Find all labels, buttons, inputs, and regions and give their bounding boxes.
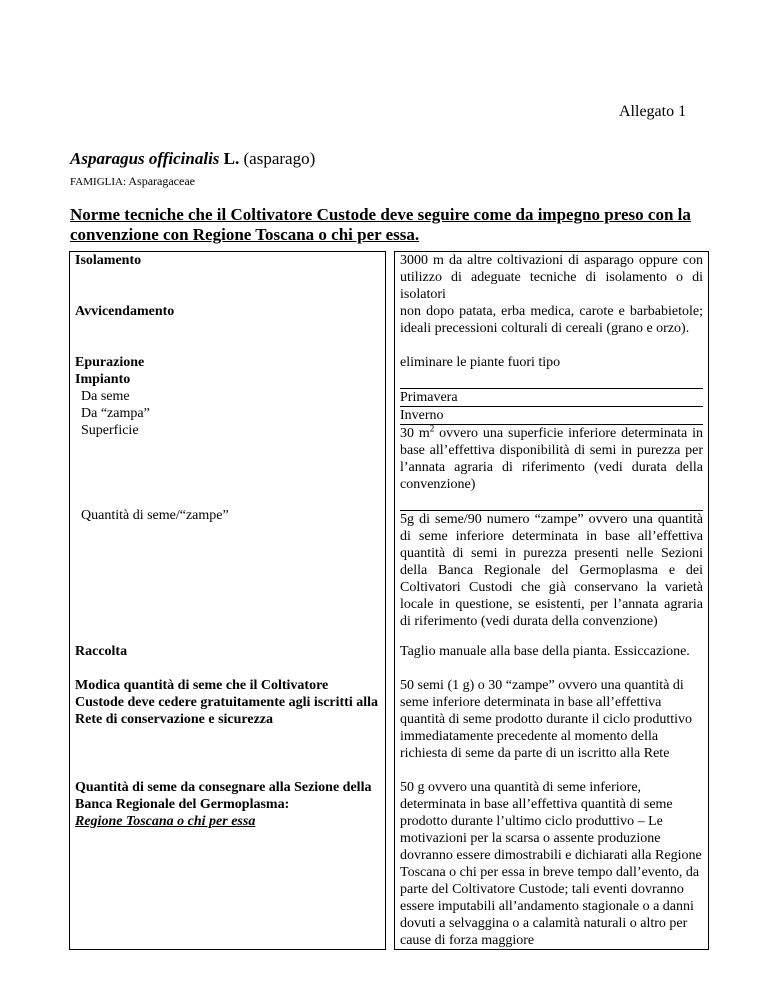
famiglia-line — [70, 174, 195, 189]
superficie-value — [400, 425, 703, 511]
consegna-label: Quantità di seme da consegnare alla Sezione della Banca Regionale del Germoplasma: — [75, 780, 372, 812]
epurazione-value — [395, 354, 709, 371]
isolamento-label: Isolamento — [70, 252, 386, 304]
allegato-label: Allegato 1 — [619, 103, 687, 120]
impianto-values — [395, 371, 709, 643]
technical-norms-table — [69, 251, 709, 950]
avvicendamento-value — [395, 303, 709, 354]
table-row — [70, 371, 709, 643]
avvicendamento-label: Avvicendamento — [70, 303, 386, 354]
table-row — [70, 643, 709, 677]
isolamento-text: 3000 m da altre coltivazioni di asparago oppure con utilizzo di adeguate tecniche di isolamento o di isolatori — [400, 253, 703, 302]
avvicendamento-text: non dopo patata, erba medica, carote e barbabietole; ideali precessioni colturali di cereali (grano e orzo). — [400, 304, 703, 336]
superficie-label: Superficie — [81, 423, 139, 438]
modica-label: Modica quantità di seme che il Coltivatore Custode deve cedere gratuitamente agli iscritti alla Rete di conservazione e sicurezza — [70, 677, 386, 779]
quantita-label: Quantità di seme/“zampe” — [81, 508, 229, 523]
consegna-value: 50 g ovvero una quantità di seme inferiore, determinata in base all’effettiva quantità di seme prodotto durante l’ultimo ciclo produttivo – Le motivazioni per la scarsa o assente produzione dovranno essere dimostrabili e dichiarati alla Regione Toscana o chi per essa in breve tempo dall’evento, da parte del Coltivatore Custode; tali eventi dovranno essere imputabili all’andamento stagionale o a danni dovuti a selvaggina o a calamità naturali o altro per cause di forza maggiore — [395, 779, 709, 950]
impianto-blank — [400, 371, 703, 389]
table-row — [70, 354, 709, 371]
species-title — [70, 149, 315, 169]
common-name: (asparago) — [243, 149, 316, 168]
table-row — [70, 252, 709, 304]
raccolta-text: Taglio manuale alla base della pianta. Essiccazione. — [400, 644, 690, 659]
da-zampa-label: Da “zampa” — [81, 406, 150, 421]
da-seme-label: Da seme — [81, 389, 130, 404]
table-row — [70, 303, 709, 354]
superficie-sup: 2 — [429, 423, 435, 434]
da-zampa-value: Inverno — [400, 407, 703, 425]
superficie-text-a: 30 m — [400, 426, 430, 441]
impianto-label: Impianto — [75, 372, 131, 387]
modica-text: 50 semi (1 g) o 30 “zampe” ovvero una quantità di seme inferiore determinata in base all’effettiva quantità di seme prodotto durante il ciclo produttivo immediatamente precedente al momento della richiesta di seme da parte di un iscritto alla Rete — [400, 678, 692, 761]
quantita-value: 5g di seme/90 numero “zampe” ovvero una quantità di seme inferiore determinata in base all’effettiva quantità di semi in purezza presenti nelle Sezioni della Banca Regionale del Germoplasma e dei Coltivatori Custodi che già conservano la varietà locale in questione, se esistenti, per l’annata agraria di riferimento (vedi durata della convenzione) — [400, 512, 703, 629]
modica-value — [395, 677, 709, 779]
famiglia-value: Asparagaceae — [128, 174, 195, 188]
raccolta-label: Raccolta — [70, 643, 386, 677]
table-row — [70, 779, 709, 950]
page-heading: Norme tecniche che il Coltivatore Custode deve seguire come da impegno preso con la convenzione con Regione Toscana o chi per essa. — [70, 205, 691, 244]
superficie-text-b: ovvero una superficie inferiore determinata in base all’effettiva disponibilità di semi in purezza per l’annata agraria di riferimento (vedi durata della convenzione) — [400, 426, 704, 492]
impianto-cell — [70, 371, 386, 643]
table-row — [70, 677, 709, 779]
consegna-label-link: Regione Toscana o chi per essa — [75, 814, 256, 829]
consegna-cell — [70, 779, 386, 950]
epurazione-text: eliminare le piante fuori tipo — [400, 355, 561, 370]
da-seme-value: Primavera — [400, 389, 703, 407]
raccolta-value — [395, 643, 709, 677]
isolamento-value — [395, 252, 709, 304]
scientific-name: Asparagus officinalis — [70, 149, 220, 168]
species-author: L. — [223, 149, 240, 168]
famiglia-label: FAMIGLIA: — [70, 176, 127, 188]
epurazione-label: Epurazione — [70, 354, 386, 371]
